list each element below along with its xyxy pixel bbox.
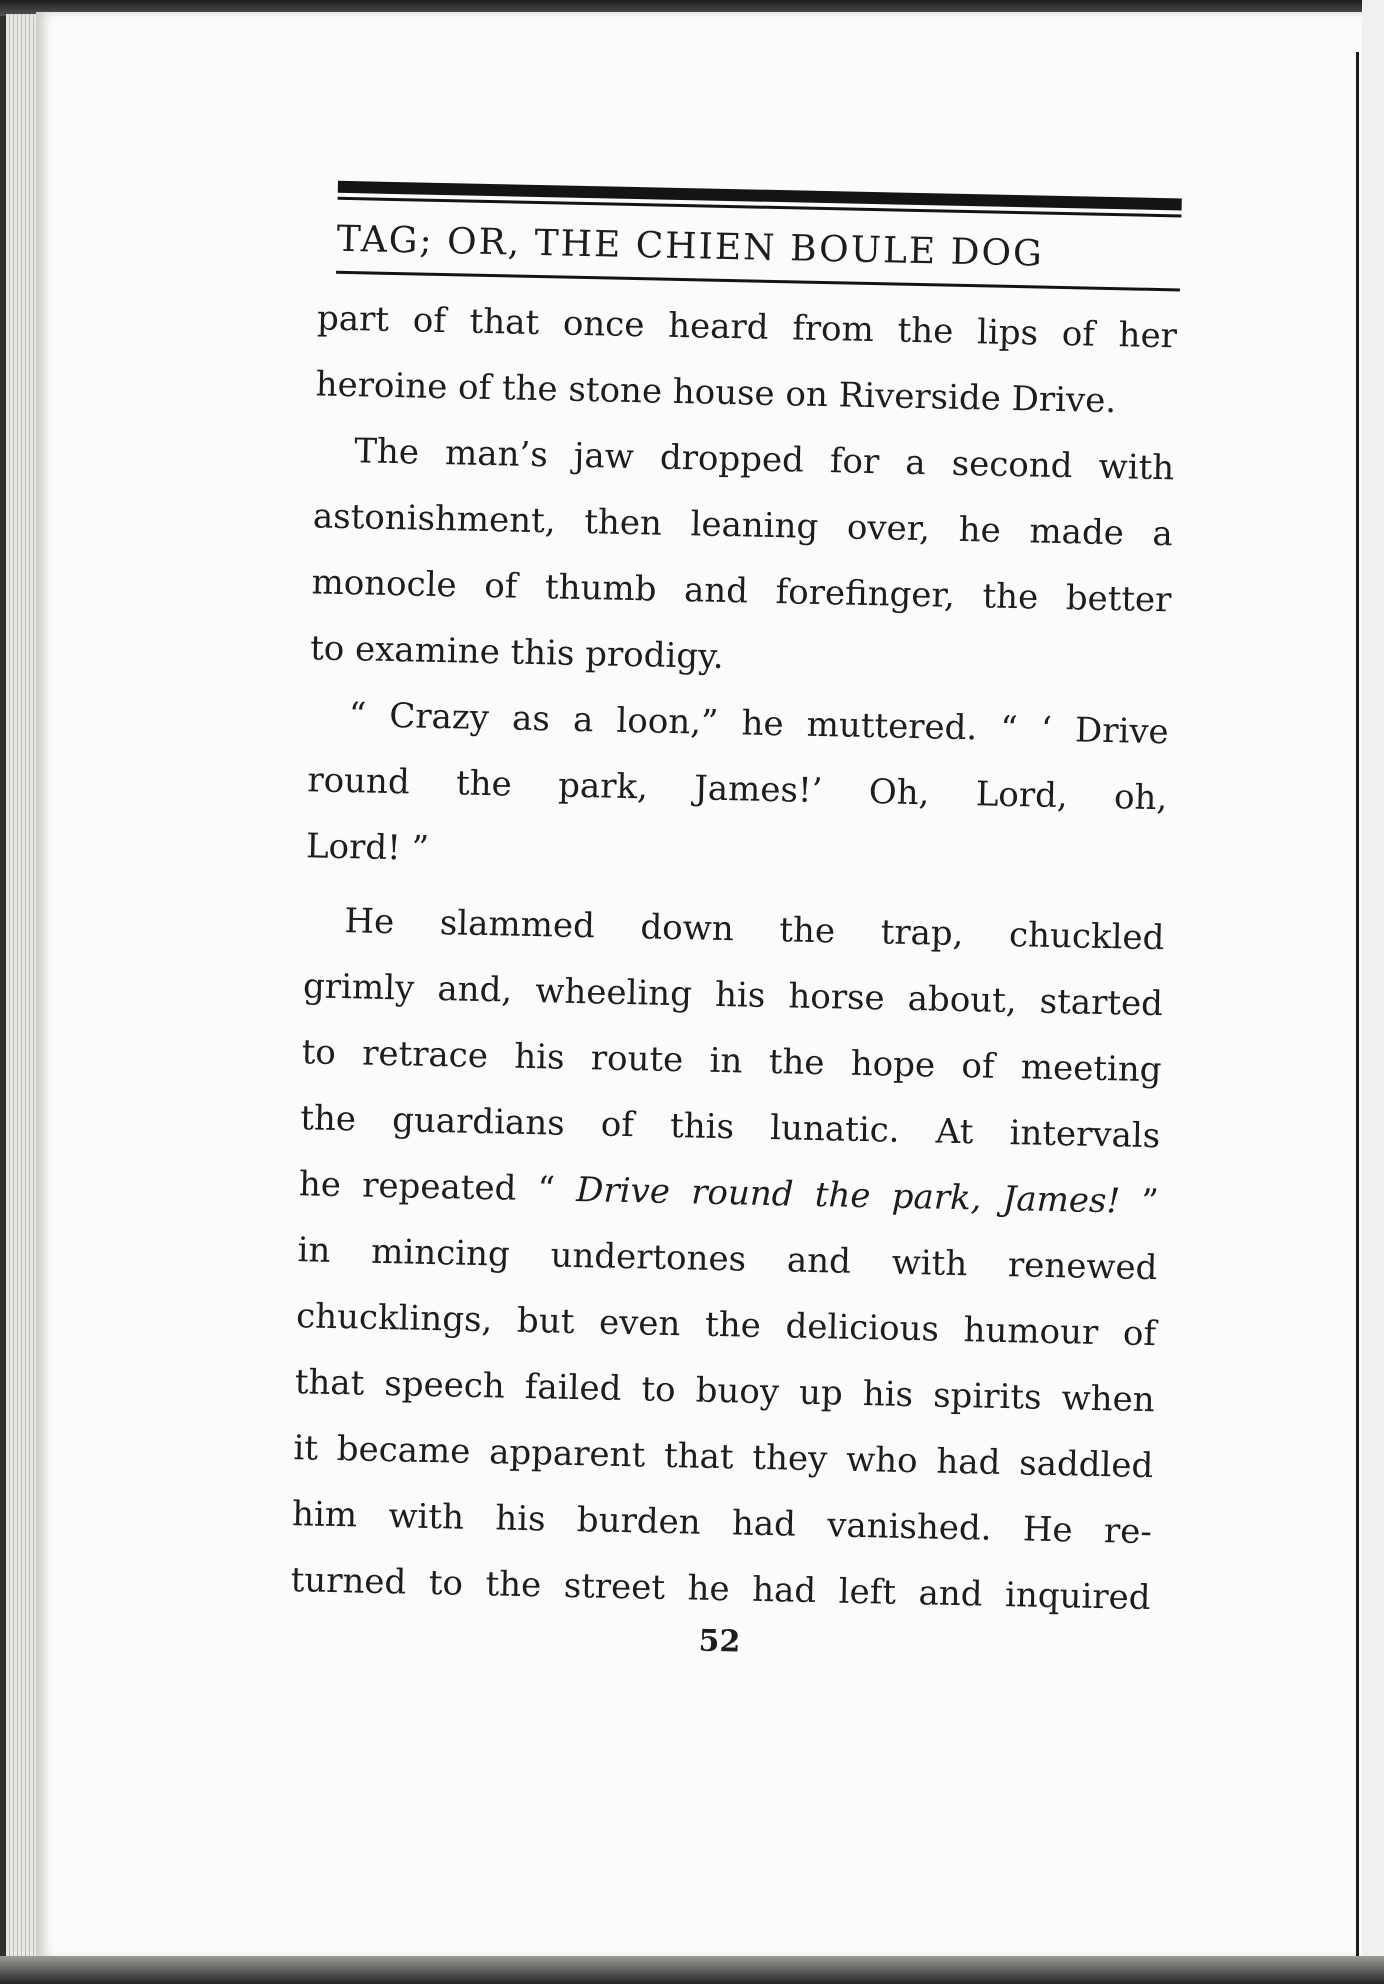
text-line: it became apparent that they who had saddled xyxy=(293,1428,1154,1487)
text-line: “ Crazy as a loon,” he muttered. “ ‘ Drive xyxy=(348,695,1170,753)
text-line: him with his burden had vanished. He re- xyxy=(291,1494,1153,1553)
paragraph-2 xyxy=(309,418,1174,700)
text-line: grimly and, wheeling his horse about, started xyxy=(302,966,1164,1025)
text-line: Lord! ” xyxy=(305,826,430,870)
page-stack-edge xyxy=(6,14,40,1964)
text-line: monocle of thumb and forefinger, the better xyxy=(311,562,1172,621)
text-line: that speech failed to buoy up his spirits when xyxy=(294,1362,1156,1421)
text-line: to examine this prodigy. xyxy=(309,628,725,678)
running-title: TAG; OR, THE CHIEN BOULE DOG xyxy=(336,218,1045,275)
page-number: 52 xyxy=(698,1623,741,1660)
scan-bottom-edge xyxy=(0,1956,1384,1984)
paragraph-4 xyxy=(290,887,1165,1631)
text-block xyxy=(269,180,1180,1668)
text-line: to retrace his route in the hope of meeting xyxy=(301,1032,1162,1091)
text-line: The man’s jaw dropped for a second with xyxy=(353,431,1175,489)
text-line: in mincing undertones and with renewed xyxy=(297,1230,1158,1289)
binding-line xyxy=(1356,52,1359,1962)
paragraph-3 xyxy=(305,681,1169,897)
text-line: turned to the street he had left and inquired xyxy=(290,1560,1151,1619)
text-line: round the park, James!’ Oh, Lord, oh, xyxy=(307,760,1168,819)
text-fragment: ” xyxy=(1119,1181,1160,1223)
paragraph-1 xyxy=(315,286,1178,436)
italic-quote: Drive round the park, James! xyxy=(575,1170,1121,1222)
text-line: the guardians of this lunatic. At intervals xyxy=(299,1098,1161,1157)
text-line: heroine of the stone house on Riverside Drive. xyxy=(315,364,1117,422)
text-line: He slammed down the trap, chuckled xyxy=(344,901,1165,959)
scan-right-edge xyxy=(1362,0,1384,1984)
text-fragment: he repeated “ xyxy=(298,1164,577,1211)
text-line: chucklings, but even the delicious humour of xyxy=(295,1296,1157,1355)
text-line: astonishment, then leaning over, he made a xyxy=(312,496,1174,555)
body-text xyxy=(290,286,1178,1632)
text-line: part of that once heard from the lips of her xyxy=(316,298,1178,357)
